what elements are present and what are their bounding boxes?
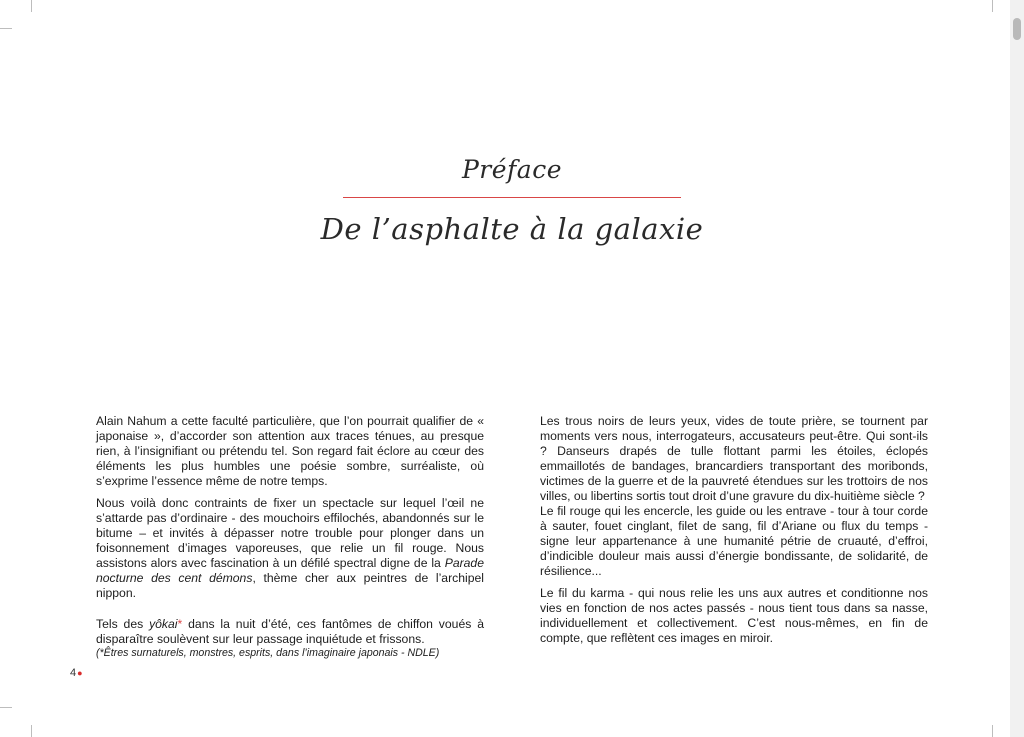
title-divider bbox=[343, 197, 681, 198]
paragraph: Le fil rouge qui les encercle, les guide ou les entrave - tour à tour corde à sauter, fouet cinglant, filet de sang, fil d’Ariane ou flux du temps - signe leur appartenance à une humanité pétrie de cruauté, d’effroi, d’indicible douleur mais aussi d’énergie bondissante, de solidarité, de résilience... bbox=[540, 504, 928, 578]
crop-mark bbox=[992, 0, 993, 12]
right-text-column bbox=[540, 414, 928, 653]
section-kicker: Préface bbox=[461, 155, 563, 184]
page-title: De l’asphalte à la galaxie bbox=[320, 212, 704, 246]
left-text-column bbox=[96, 414, 484, 667]
paragraph: Le fil du karma - qui nous relie les uns aux autres et conditionne nos vies en fonction de nos actes passés - nous tient tous dans sa nasse, individuellement et collectivement. C’est nous-mêmes, en fin de compte, que reflètent ces images en miroir. bbox=[540, 586, 928, 645]
scrollbar-thumb[interactable] bbox=[1013, 18, 1021, 40]
crop-mark bbox=[31, 725, 32, 737]
page-dot-icon: ● bbox=[77, 668, 83, 678]
page-number: 4● bbox=[70, 667, 83, 679]
paragraph: Nous voilà donc contraints de fixer un spectacle sur lequel l’œil ne s’attarde pas d’ordinaire - des mouchoirs effilochés, abandonnés sur le bitume – et invités à dépasser notre trouble pour plonger dans un foisonnement d’images vaporeuses, que relie un fil rouge. Nous assistons alors avec fascination à un défilé spectral digne de la Parade nocturne des cent démons, thème cher aux peintres de l’archipel nippon. bbox=[96, 496, 484, 600]
crop-mark bbox=[0, 28, 12, 29]
crop-mark bbox=[992, 725, 993, 737]
italic-title: Parade nocturne des cent démons bbox=[96, 556, 484, 585]
paragraph: Les trous noirs de leurs yeux, vides de toute prière, se tournent par moments vers nous, interrogateurs, accusateurs peut-être. Qui sont-ils ? Danseurs drapés de tulle flottant parmi les étoiles, éclopés emmaillotés de bandages, brancardiers transportant des moribonds, victimes de la guerre et de la pauvreté étendues sur les trottoirs de nos villes, ou libertins sortis tout droit d’une gravure du dix-huitième siècle ? bbox=[540, 414, 928, 503]
footnote-marker: * bbox=[177, 617, 183, 631]
crop-mark bbox=[31, 0, 32, 12]
paragraph: Tels des yôkai* dans la nuit d’été, ces fantômes de chiffon voués à disparaître soulèvent sur leur passage inquiétude et frissons. bbox=[96, 617, 484, 646]
footnote: (*Êtres surnaturels, monstres, esprits, dans l’imaginaire japonais - NDLE) bbox=[96, 647, 440, 659]
paragraph: Alain Nahum a cette faculté particulière, que l’on pourrait qualifier de « japonaise », d’accorder son attention aux traces ténues, au presque rien, à l’insignifiant ou prétendu tel. Son regard fait éclore au cœur des éléments les plus humbles une poésie sombre, surréaliste, où s’exprime l’essence même de notre temps. bbox=[96, 414, 484, 488]
italic-term: yôkai bbox=[149, 617, 178, 631]
crop-mark bbox=[0, 707, 12, 708]
vertical-scrollbar[interactable] bbox=[1010, 0, 1024, 737]
